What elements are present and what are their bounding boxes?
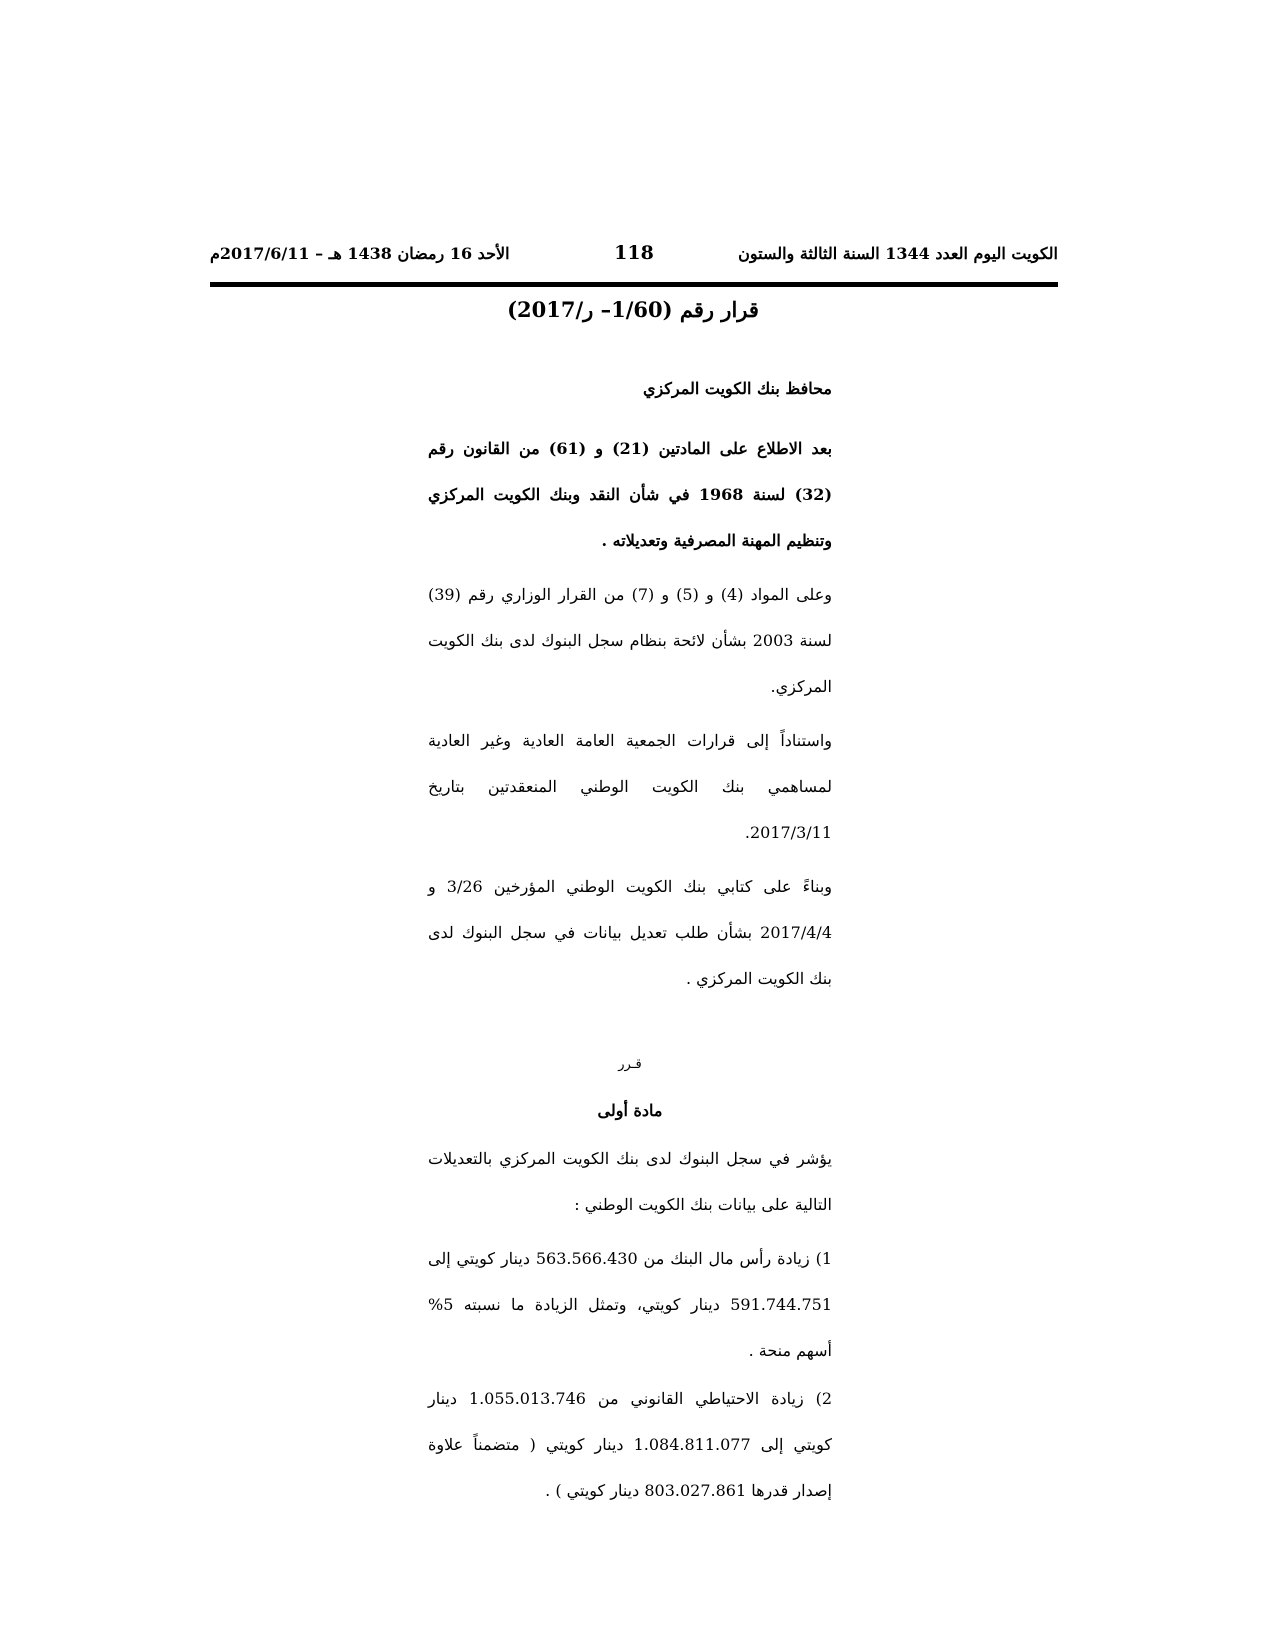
clause-1: 1) زيادة رأس مال البنك من 563.566.430 دينار كويتي إلى 591.744.751 دينار كويتي، وتمثل الزيادة ما نسبته 5% أسهم منحة . [428,1249,833,1360]
decision-title: قرار رقم (1/60– ر/2017) [507,297,759,322]
preamble-paragraph-4: وبناءً على كتابي بنك الكويت الوطني المؤرخين 3/26 و 2017/4/4 بشأن طلب تعديل بيانات في سجل البنوك لدى بنك الكويت المركزي . [428,877,833,988]
issuing-authority: محافظ بنك الكويت المركزي [642,379,832,398]
document-body [428,366,832,1516]
page-header [210,244,1058,280]
preamble-paragraph-1: بعد الاطلاع على المادتين (21) و (61) من القانون رقم (32) لسنة 1968 في شأن النقد وبنك الكويت المركزي وتنظيم المهنة المصرفية وتعديلاته . [428,439,833,550]
preamble-paragraph-3: واستناداً إلى قرارات الجمعية العامة العادية وغير العادية لمساهمي بنك الكويت الوطني المنعقدتين بتاريخ 2017/3/11. [428,731,832,842]
article-intro: يؤشر في سجل البنوك لدى بنك الكويت المركزي بالتعديلات التالية على بيانات بنك الكويت الوطني : [428,1149,832,1214]
issue-date: الأحد 16 رمضان 1438 هـ – 2017/6/11م [210,244,510,263]
publication-info: الكويت اليوم العدد 1344 السنة الثالثة والستون [738,244,1058,263]
clause-2: 2) زيادة الاحتياطي القانوني من 1.055.013.746 دينار كويتي إلى 1.084.811.077 دينار كويتي ( متضمناً علاوة إصدار قدرها 803.027.861 دينار كويتي ) . [428,1389,833,1500]
article-title: مادة أولى [597,1101,663,1120]
header-divider [210,282,1058,287]
page-number: 118 [614,242,654,264]
preamble-paragraph-2: وعلى المواد (4) و (5) و (7) من القرار الوزاري رقم (39) لسنة 2003 بشأن لائحة بنظام سجل البنوك لدى بنك الكويت المركزي. [428,585,833,696]
decided-heading: قـرر [618,1057,642,1072]
